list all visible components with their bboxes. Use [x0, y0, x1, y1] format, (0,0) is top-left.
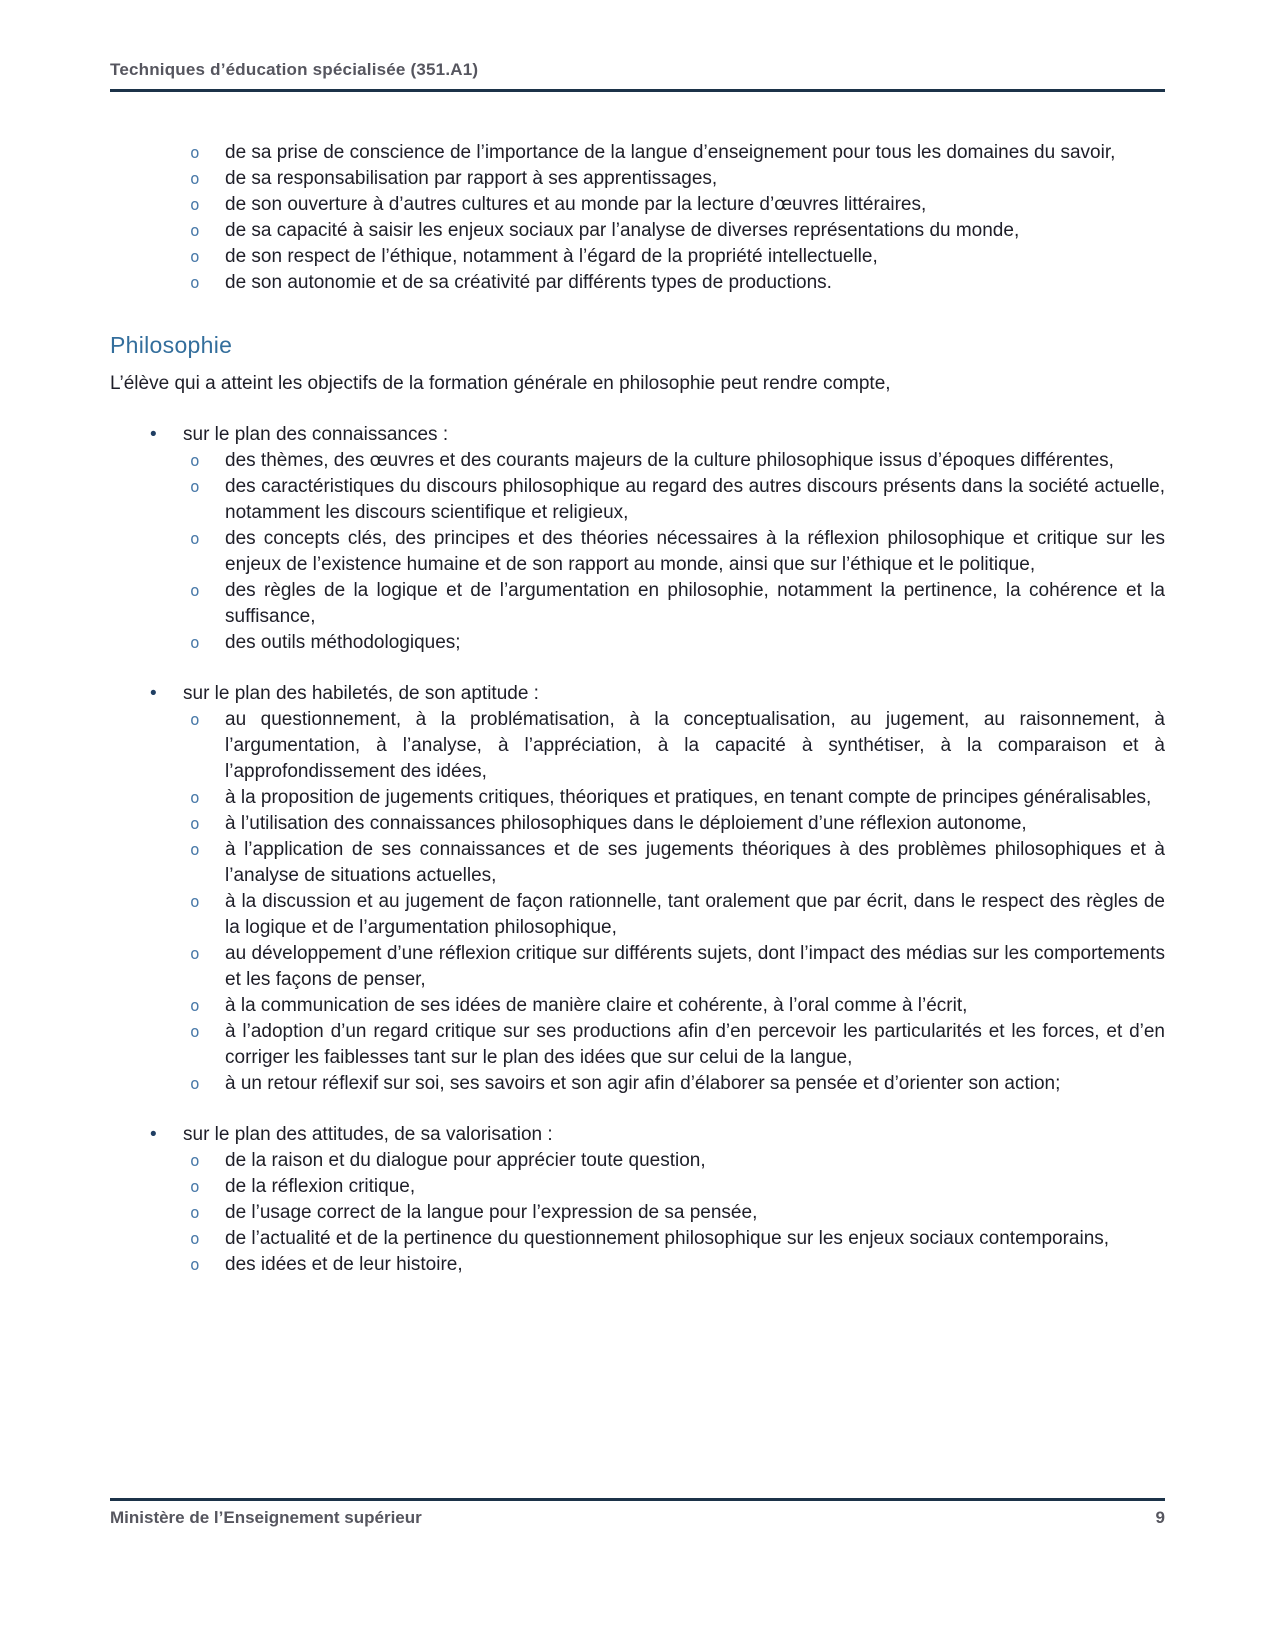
list-item-text: des idées et de leur histoire, [225, 1254, 463, 1275]
group-label-text: sur le plan des habiletés, de son aptitude : [183, 683, 539, 704]
page-content [110, 140, 1165, 1278]
list-item [190, 140, 1165, 166]
bullet-group [110, 422, 1165, 656]
list-item-text: des caractéristiques du discours philosophique au regard des autres discours présents dans la société actuelle, notamment les discours scientifique et religieux, [225, 476, 1165, 523]
circle-bullet-icon: o [190, 840, 200, 859]
list-item [190, 993, 1165, 1019]
list-item-text: des concepts clés, des principes et des théories nécessaires à la réflexion philosophique et critique sur les enjeux de l’existence humaine et de son rapport au monde, ainsi que sur l’éthique et le politique, [225, 528, 1165, 575]
list-item-text: de sa responsabilisation par rapport à ses apprentissages, [225, 168, 718, 189]
circle-bullet-icon: o [190, 1022, 200, 1041]
circle-bullet-icon: o [190, 710, 200, 729]
group-item-list [190, 707, 1165, 1097]
list-item-text: au questionnement, à la problématisation, à la conceptualisation, au jugement, au raisonnement, à l’argumentation, à l’analyse, à l’appréciation, à la capacité à synthétiser, à la comparaison et à l’approfondissement des idées, [225, 709, 1165, 782]
circle-bullet-icon: o [190, 451, 200, 470]
list-item [190, 811, 1165, 837]
list-item-text: des outils méthodologiques; [225, 632, 461, 653]
list-item [190, 707, 1165, 785]
list-item [190, 270, 1165, 296]
disc-bullet-icon: • [150, 424, 157, 445]
circle-bullet-icon: o [190, 996, 200, 1015]
bullet-group [110, 1122, 1165, 1278]
list-item-text: à l’adoption d’un regard critique sur ses productions afin d’en percevoir les particularités et les forces, et d’en corriger les faiblesses tant sur le plan des idées que sur celui de la langue, [225, 1021, 1165, 1068]
list-item [190, 166, 1165, 192]
section-lead: L’élève qui a atteint les objectifs de la formation générale en philosophie peut rendre compte, [110, 373, 891, 394]
list-item [190, 244, 1165, 270]
circle-bullet-icon: o [190, 169, 200, 188]
list-item [190, 578, 1165, 630]
circle-bullet-icon: o [190, 195, 200, 214]
list-item [190, 1252, 1165, 1278]
list-item [190, 448, 1165, 474]
list-item-text: à l’application de ses connaissances et de ses jugements théoriques à des problèmes philosophiques et à l’analyse de situations actuelles, [225, 839, 1165, 886]
group-label-text: sur le plan des connaissances : [183, 424, 449, 445]
circle-bullet-icon: o [190, 1229, 200, 1248]
disc-bullet-icon: • [150, 683, 157, 704]
list-item [190, 526, 1165, 578]
list-item [190, 1226, 1165, 1252]
circle-bullet-icon: o [190, 273, 200, 292]
list-item-text: de l’actualité et de la pertinence du questionnement philosophique sur les enjeux sociaux contemporains, [225, 1228, 1110, 1249]
section-heading: Philosophie [110, 332, 233, 358]
header-title: Techniques d’éducation spécialisée (351.A1) [110, 60, 479, 79]
list-item [190, 218, 1165, 244]
list-item [190, 192, 1165, 218]
list-item [190, 941, 1165, 993]
circle-bullet-icon: o [190, 788, 200, 807]
list-item-text: de son respect de l’éthique, notamment à l’égard de la propriété intellectuelle, [225, 246, 878, 267]
circle-bullet-icon: o [190, 1255, 200, 1274]
header-rule [110, 89, 1165, 92]
list-item-text: à la discussion et au jugement de façon rationnelle, tant oralement que par écrit, dans le respect des règles de la logique et de l’argumentation philosophique, [225, 891, 1165, 938]
list-item [190, 1174, 1165, 1200]
page-footer [110, 1498, 1165, 1528]
list-item [190, 889, 1165, 941]
list-item [190, 1148, 1165, 1174]
list-item [190, 837, 1165, 889]
group-item-list [190, 448, 1165, 656]
circle-bullet-icon: o [190, 581, 200, 600]
page-header [110, 60, 1165, 92]
list-item [190, 474, 1165, 526]
list-item [190, 1200, 1165, 1226]
list-item-text: à un retour réflexif sur soi, ses savoirs et son agir afin d’élaborer sa pensée et d’orienter son action; [225, 1073, 1061, 1094]
circle-bullet-icon: o [190, 892, 200, 911]
list-item-text: de la réflexion critique, [225, 1176, 416, 1197]
circle-bullet-icon: o [190, 944, 200, 963]
circle-bullet-icon: o [190, 1203, 200, 1222]
list-item-text: à l’utilisation des connaissances philosophiques dans le déploiement d’une réflexion autonome, [225, 813, 1027, 834]
circle-bullet-icon: o [190, 529, 200, 548]
list-item-text: de l’usage correct de la langue pour l’expression de sa pensée, [225, 1202, 758, 1223]
circle-bullet-icon: o [190, 477, 200, 496]
list-item-text: de son ouverture à d’autres cultures et au monde par la lecture d’œuvres littéraires, [225, 194, 927, 215]
footer-page-number: 9 [1155, 1508, 1165, 1527]
list-item [190, 1071, 1165, 1097]
list-item-text: de sa capacité à saisir les enjeux sociaux par l’analyse de diverses représentations du monde, [225, 220, 1020, 241]
list-item-text: à la proposition de jugements critiques, théoriques et pratiques, en tenant compte de principes généralisables, [225, 787, 1152, 808]
circle-bullet-icon: o [190, 1177, 200, 1196]
circle-bullet-icon: o [190, 814, 200, 833]
list-item [190, 1019, 1165, 1071]
circle-bullet-icon: o [190, 1074, 200, 1093]
intro-list [190, 140, 1165, 296]
group-label [150, 1122, 1165, 1148]
list-item-text: de sa prise de conscience de l’importance de la langue d’enseignement pour tous les domaines du savoir, [225, 142, 1116, 163]
list-item-text: de son autonomie et de sa créativité par différents types de productions. [225, 272, 832, 293]
bullet-group [110, 681, 1165, 1097]
circle-bullet-icon: o [190, 247, 200, 266]
footer-ministry: Ministère de l’Enseignement supérieur [110, 1508, 422, 1527]
list-item-text: de la raison et du dialogue pour apprécier toute question, [225, 1150, 706, 1171]
circle-bullet-icon: o [190, 633, 200, 652]
group-label-text: sur le plan des attitudes, de sa valorisation : [183, 1124, 553, 1145]
list-item-text: des règles de la logique et de l’argumentation en philosophie, notamment la pertinence, la cohérence et la suffisance, [225, 580, 1165, 627]
list-item-text: des thèmes, des œuvres et des courants majeurs de la culture philosophique issus d’époques différentes, [225, 450, 1114, 471]
group-item-list [190, 1148, 1165, 1278]
groups [110, 422, 1165, 1278]
list-item-text: au développement d’une réflexion critique sur différents sujets, dont l’impact des médias sur les comportements et les façons de penser, [225, 943, 1165, 990]
list-item [190, 785, 1165, 811]
circle-bullet-icon: o [190, 143, 200, 162]
group-label [150, 681, 1165, 707]
circle-bullet-icon: o [190, 221, 200, 240]
group-label [150, 422, 1165, 448]
list-item-text: à la communication de ses idées de manière claire et cohérente, à l’oral comme à l’écrit, [225, 995, 968, 1016]
circle-bullet-icon: o [190, 1151, 200, 1170]
disc-bullet-icon: • [150, 1124, 157, 1145]
list-item [190, 630, 1165, 656]
